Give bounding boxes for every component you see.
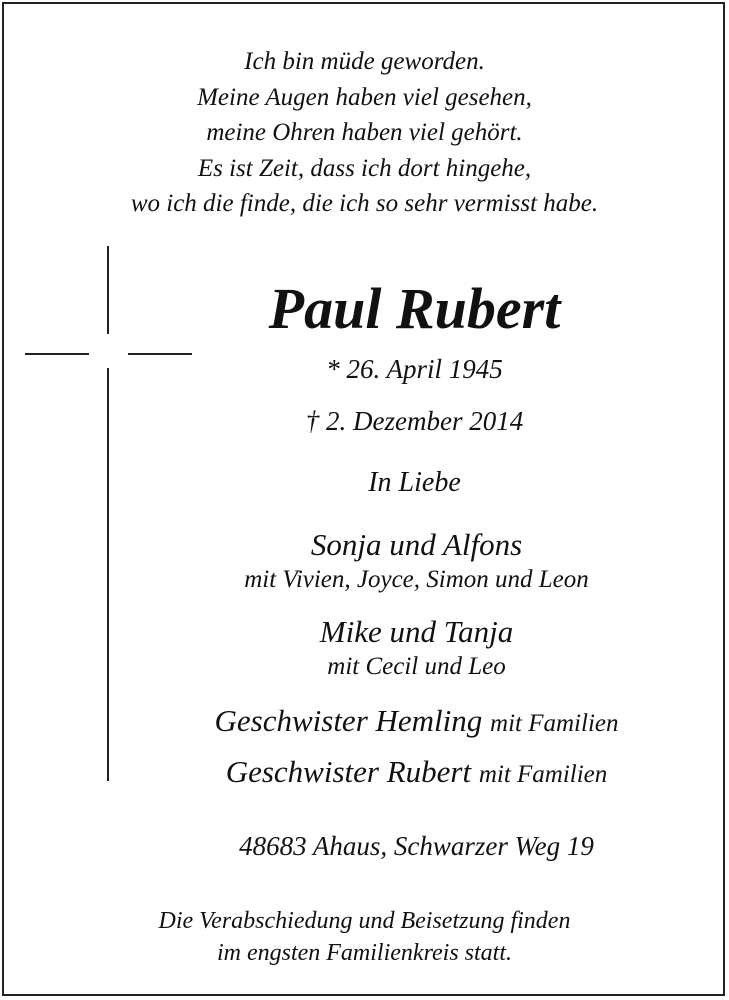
poem-line: meine Ohren haben viel gehört. [206,119,523,146]
in-love-heading: In Liebe [368,467,461,498]
family-2-children: mit Cecil und Leo [327,653,506,680]
siblings-hemling-suffix: mit Familien [490,710,619,737]
siblings-hemling-name: Geschwister Hemling [214,703,483,738]
family-2-name: Mike und Tanja [319,614,514,649]
poem-line: Ich bin müde geworden. [244,48,485,75]
family-1-children: mit Vivien, Joyce, Simon und Leon [244,566,589,593]
poem [0,44,729,222]
poem-line: wo ich die finde, die ich so sehr vermisst habe. [130,190,599,217]
birth-date: * 26. April 1945 [326,354,503,384]
funeral-note-line: Die Verabschiedung und Beisetzung finden [158,908,571,934]
siblings-rubert-name: Geschwister Rubert [225,754,472,789]
life-dates [40,343,729,447]
poem-line: Meine Augen haben viel gesehen, [197,83,532,111]
poem-line: Es ist Zeit, dass ich dort hingehe, [197,154,532,182]
funeral-note [0,905,729,969]
deceased-name: Paul Rubert [268,276,561,341]
address: 48683 Ahaus, Schwarzer Weg 19 [239,831,594,861]
family-1-name: Sonja und Alfons [310,527,523,562]
siblings-hemling [52,702,729,743]
death-date: † 2. Dezember 2014 [305,406,524,436]
siblings-rubert-suffix: mit Familien [478,761,608,788]
siblings-rubert [52,753,729,794]
funeral-note-line: im engsten Familienkreis statt. [216,940,513,966]
